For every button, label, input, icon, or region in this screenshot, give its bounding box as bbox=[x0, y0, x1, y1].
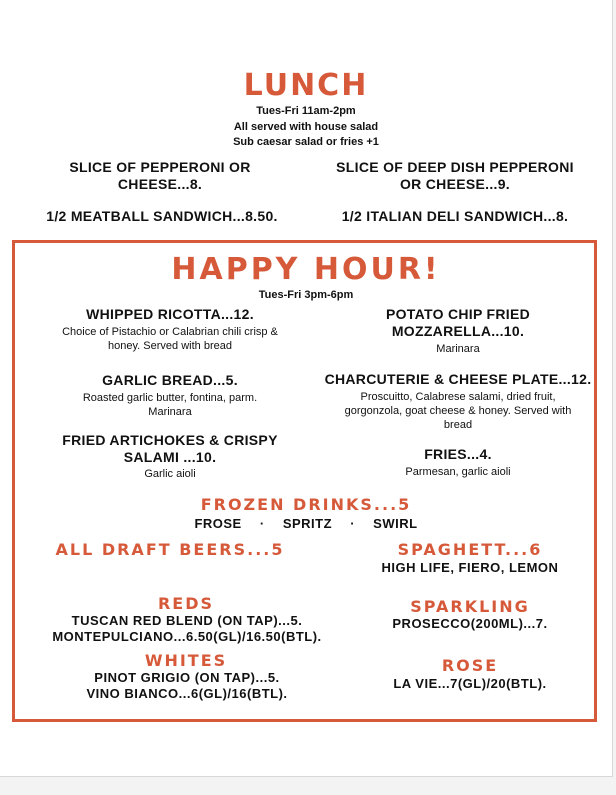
lunch-item-deep-dish bbox=[315, 159, 595, 193]
food-name: FRIES...4. bbox=[424, 446, 492, 462]
happy-hour-hours: Tues-Fri 3pm-6pm bbox=[258, 289, 354, 301]
frozen-option: FROSE bbox=[194, 516, 242, 531]
rose-title: ROSE bbox=[441, 656, 499, 675]
food-desc: gorgonzola, goat cheese & honey. Served with bbox=[344, 405, 572, 417]
food-desc: bread bbox=[443, 419, 473, 431]
lunch-title: LUNCH bbox=[243, 68, 369, 103]
lunch-item-line: SLICE OF DEEP DISH PEPPERONI bbox=[336, 159, 574, 175]
food-charcuterie bbox=[312, 371, 604, 432]
lunch-item-line: SLICE OF PEPPERONI OR bbox=[69, 159, 251, 175]
reds-title: REDS bbox=[157, 594, 215, 613]
frozen-option: SWIRL bbox=[373, 516, 418, 531]
food-fried-artichokes bbox=[30, 432, 310, 481]
frozen-drinks-options bbox=[0, 516, 612, 531]
food-name: GARLIC BREAD...5. bbox=[102, 372, 238, 388]
whites-pinot-grigio: PINOT GRIGIO (ON TAP)...5. bbox=[94, 670, 280, 685]
frozen-drinks-title: FROZEN DRINKS...5 bbox=[200, 495, 412, 514]
food-name: SALAMI ...10. bbox=[123, 449, 217, 465]
rose-la-vie: LA VIE...7(GL)/20(BTL). bbox=[393, 676, 547, 691]
food-desc: honey. Served with bread bbox=[108, 340, 232, 352]
food-desc: Choice of Pistachio or Calabrian chili crisp & bbox=[62, 326, 278, 338]
sparkling-title: SPARKLING bbox=[410, 597, 530, 616]
spaghett-desc: HIGH LIFE, FIERO, LEMON bbox=[381, 560, 559, 575]
food-desc: Marinara bbox=[436, 343, 480, 355]
happy-hour-title: HAPPY HOUR! bbox=[171, 252, 441, 287]
lunch-note-salad: All served with house salad bbox=[233, 121, 379, 133]
food-name: WHIPPED RICOTTA...12. bbox=[86, 306, 254, 322]
food-desc: Garlic aioli bbox=[144, 468, 196, 480]
lunch-item-meatball: 1/2 MEATBALL SANDWICH...8.50. bbox=[46, 208, 278, 224]
lunch-hours: Tues-Fri 11am-2pm bbox=[256, 105, 356, 117]
food-name: MOZZARELLA...10. bbox=[391, 323, 525, 339]
frozen-option: SPRITZ bbox=[282, 516, 333, 531]
spaghett-title: SPAGHETT...6 bbox=[397, 540, 543, 559]
food-name: FRIED ARTICHOKES & CRISPY bbox=[62, 432, 278, 448]
whites-vino-bianco: VINO BIANCO...6(GL)/16(BTL). bbox=[86, 686, 288, 701]
lunch-item-italian-deli: 1/2 ITALIAN DELI SANDWICH...8. bbox=[341, 208, 569, 224]
food-desc: Marinara bbox=[148, 406, 192, 418]
food-potato-chip-mozzarella bbox=[318, 306, 598, 356]
lunch-item-slice-pepperoni bbox=[40, 159, 280, 193]
draft-beers-title: ALL DRAFT BEERS...5 bbox=[55, 540, 285, 559]
lunch-note-sub: Sub caesar salad or fries +1 bbox=[233, 136, 379, 148]
separator: · bbox=[259, 516, 265, 531]
food-desc: Parmesan, garlic aioli bbox=[405, 466, 511, 478]
sparkling-prosecco: PROSECCO(200ML)...7. bbox=[392, 616, 548, 631]
separator: · bbox=[350, 516, 356, 531]
food-desc: Roasted garlic butter, fontina, parm. bbox=[82, 392, 258, 404]
whites-title: WHITES bbox=[144, 651, 228, 670]
food-desc: Proscuitto, Calabrese salami, dried fruit, bbox=[360, 391, 556, 403]
food-whipped-ricotta bbox=[30, 306, 310, 353]
lunch-item-line: OR CHEESE...9. bbox=[399, 176, 510, 192]
reds-montepulciano: MONTEPULCIANO...6.50(GL)/16.50(BTL). bbox=[52, 629, 322, 644]
food-fries bbox=[318, 446, 598, 479]
food-name: POTATO CHIP FRIED bbox=[385, 306, 531, 322]
food-garlic-bread bbox=[30, 372, 310, 419]
lunch-item-line: CHEESE...8. bbox=[117, 176, 203, 192]
food-name: CHARCUTERIE & CHEESE PLATE...12. bbox=[324, 371, 592, 387]
reds-tuscan: TUSCAN RED BLEND (ON TAP)...5. bbox=[71, 613, 303, 628]
